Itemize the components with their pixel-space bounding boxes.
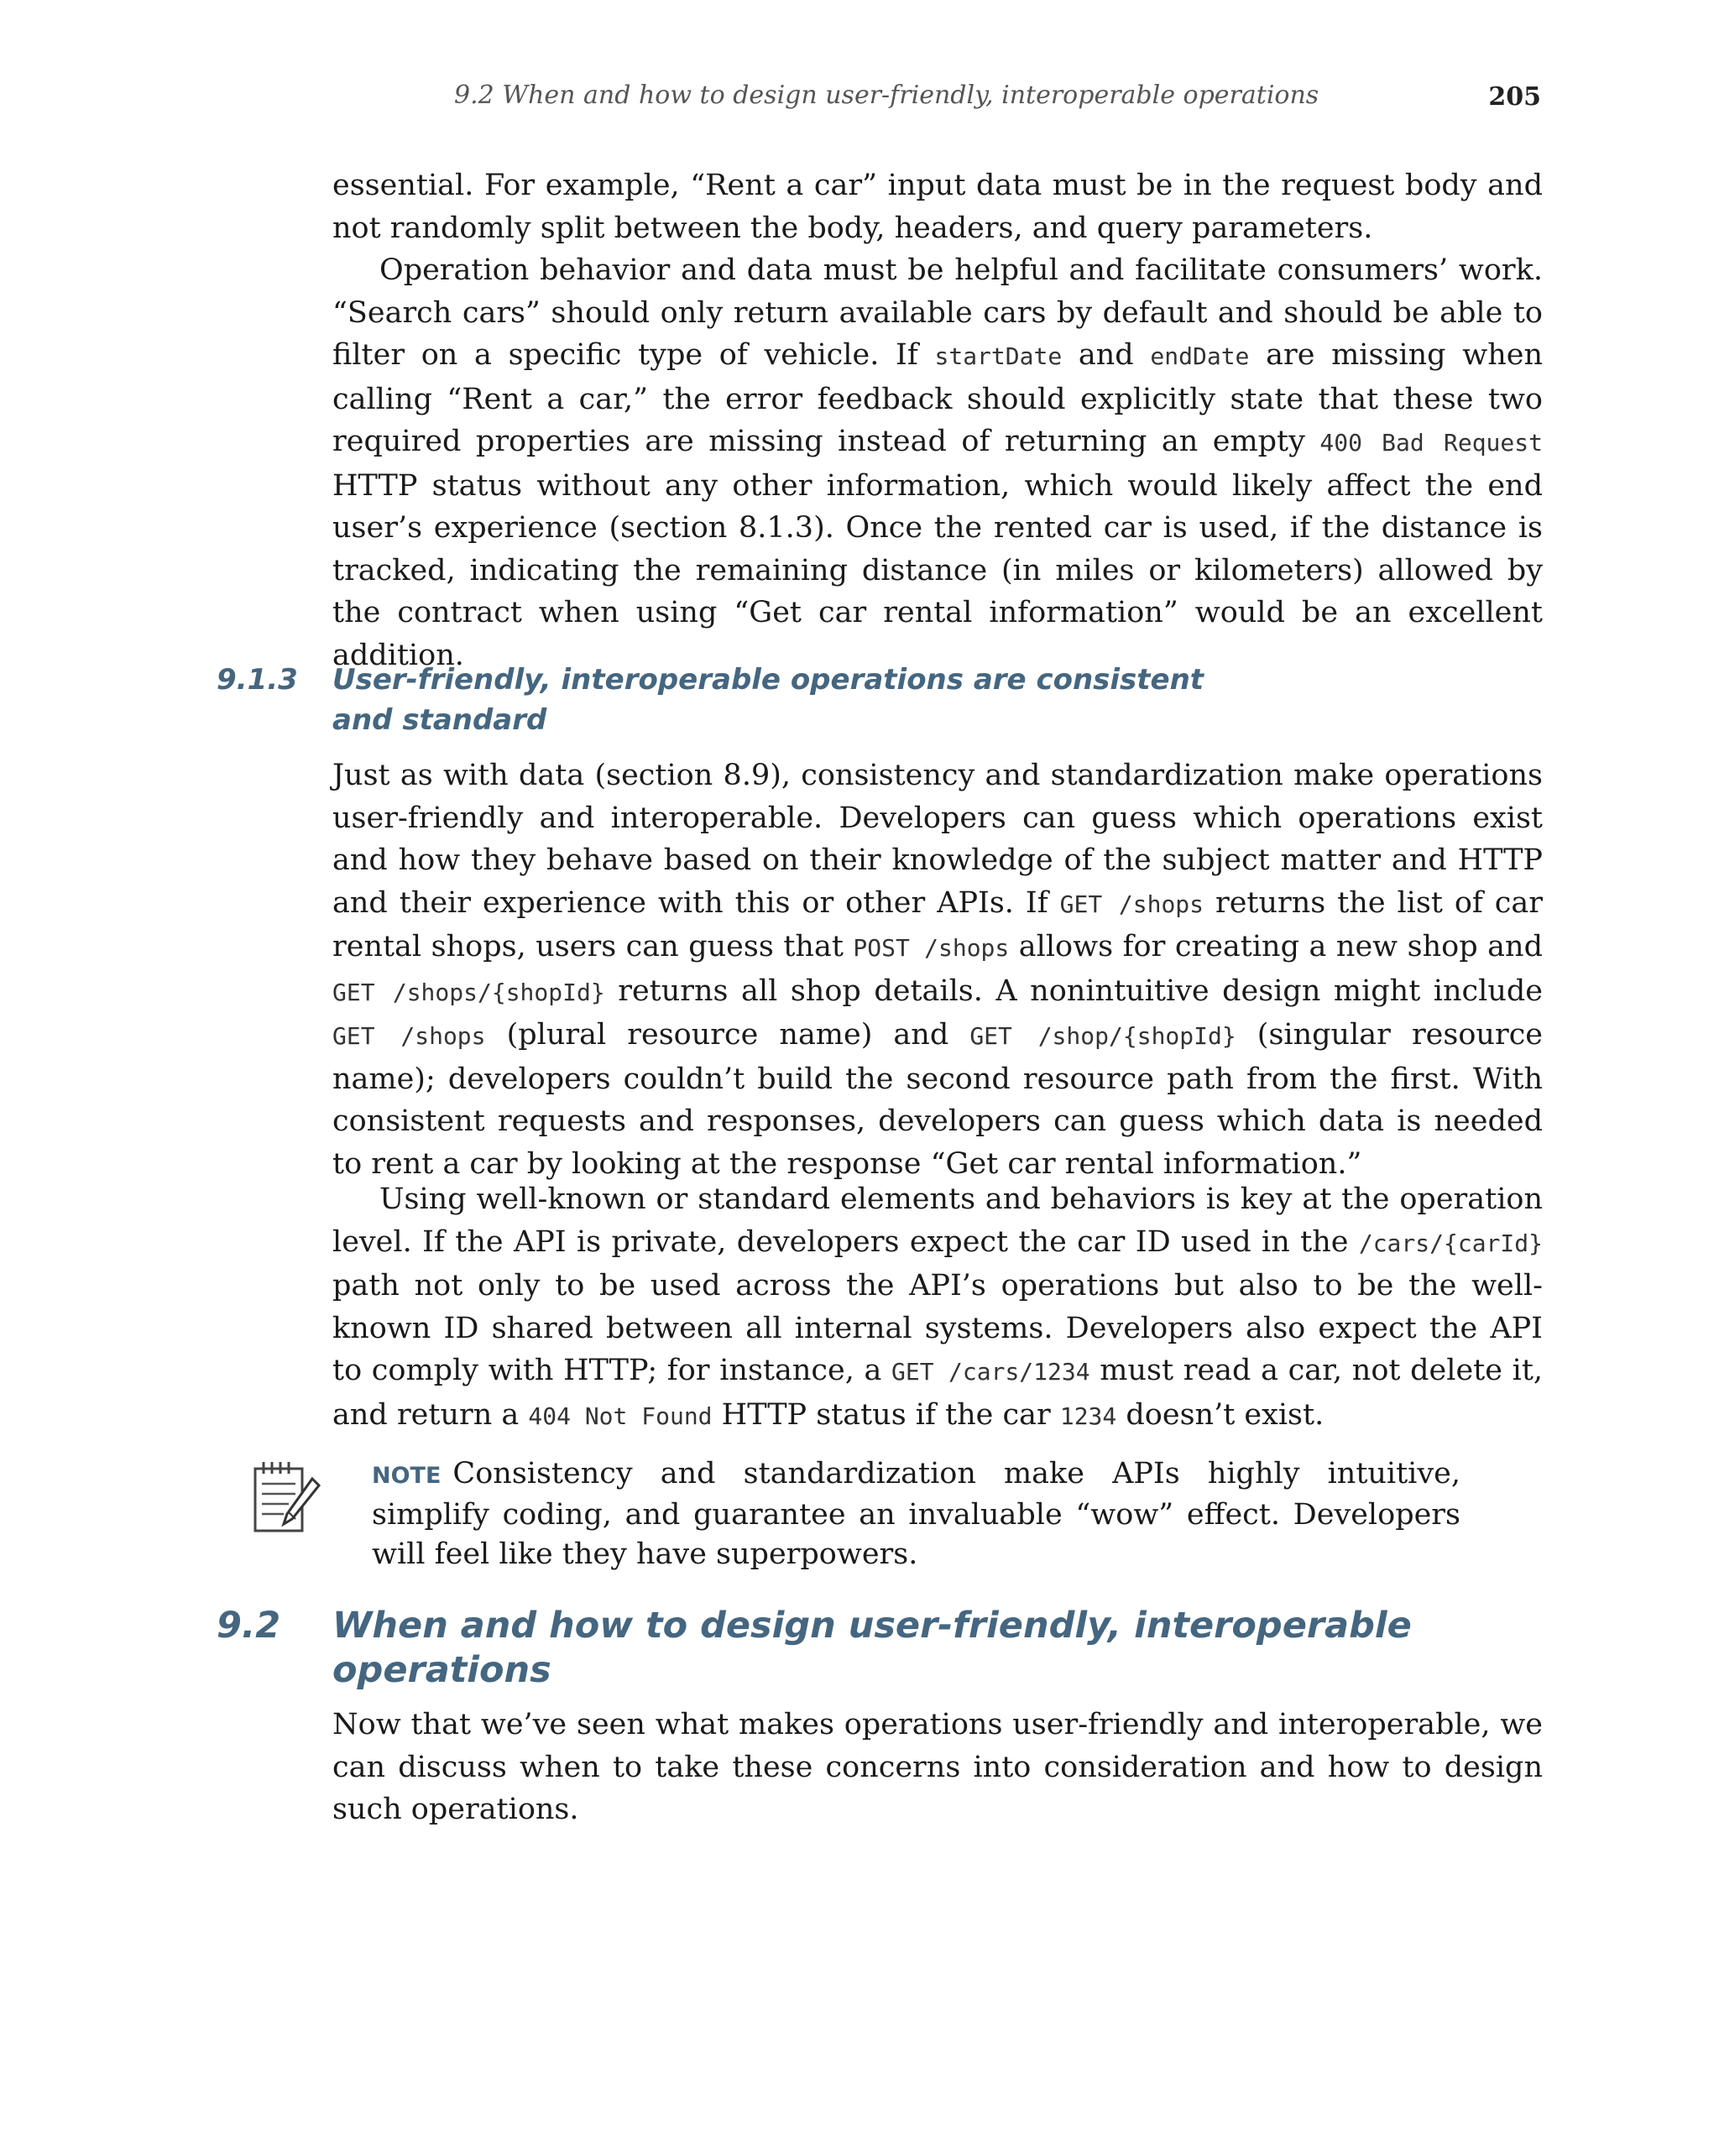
inline-code: GET /cars/1234 xyxy=(891,1358,1090,1386)
inline-code: GET /shops xyxy=(332,1022,486,1050)
inline-code: GET /shops/{shopId} xyxy=(332,978,605,1006)
section-heading-line: and standard xyxy=(332,703,547,737)
paragraph-5 xyxy=(332,1704,1543,1831)
inline-code: startDate xyxy=(934,342,1063,370)
page-number: 205 xyxy=(1488,82,1541,112)
paragraph-3 xyxy=(332,754,1543,1185)
note-callout xyxy=(372,1454,1460,1574)
inline-code: endDate xyxy=(1150,342,1250,370)
inline-code: /cars/{carId} xyxy=(1358,1229,1543,1257)
section-heading-line: User-friendly, interoperable operations are consistent xyxy=(332,663,1204,697)
paragraph-1 xyxy=(332,164,1543,249)
note-text: NOTE Consistency and standardization make APIs highly intuitive, simplify coding, and guarantee an invaluable “wow” effect. Developers will feel like they have superpowers. xyxy=(372,1457,1460,1571)
inline-code: 1234 xyxy=(1059,1402,1117,1430)
section-heading xyxy=(332,660,1204,740)
paragraph-text: Now that we’ve seen what makes operations user-friendly and interoperable, we can discuss when to take these concerns into consideration and how to design such operations. xyxy=(332,1708,1543,1826)
paragraph-4 xyxy=(332,1178,1543,1438)
inline-code: POST /shops xyxy=(853,934,1010,962)
paragraph-text: Just as with data (section 8.9), consistency and standardization make operations user-friendly and interoperable. Developers can guess which operations exist and how they behave based on their knowledge of the subject matter and HTTP and their experience with this or other APIs. If GET /shops returns the list of car rental shops, users can guess that POST /shops allows for creating a new shop and GET /shops/{shopId} returns all shop details. A nonintuitive design might include GET /shops (plural resource name) and GET /shop/{shopId} (singular resource name); developers couldn’t build the second resource path from the first. With consistent requests and responses, developers can guess which data is needed to rent a car by looking at the response “Get car rental information.” xyxy=(332,759,1544,1181)
paragraph-text: Operation behavior and data must be helpful and facilitate consumers’ work. “Search cars” should only return available cars by default and should be able to filter on a specific type of vehicle. If startDate and endDate are missing when calling “Rent a car,” the error feedback should explicitly state that these two required properties are missing instead of returning an empty 400 Bad Request HTTP status without any other information, which would likely affect the end user’s experience (section 8.1.3). Once the rented car is used, if the distance is tracked, indicating the remaining distance (in miles or kilometers) allowed by the contract when using “Get car rental information” would be an excellent addition. xyxy=(332,253,1543,672)
section-heading xyxy=(332,1604,1412,1693)
inline-code: GET /shops xyxy=(1059,890,1204,918)
paragraph-2 xyxy=(332,249,1543,676)
section-heading-line: operations xyxy=(332,1649,551,1691)
inline-code: GET /shop/{shopId} xyxy=(969,1022,1236,1050)
section-number: 9.1.3 xyxy=(217,663,298,697)
running-header-title: 9.2 When and how to design user-friendly, interoperable operations xyxy=(454,81,1319,110)
inline-code: 400 Bad Request xyxy=(1319,429,1543,457)
paragraph-text: Using well-known or standard elements and behaviors is key at the operation level. If the API is private, developers expect the car ID used in the /cars/{carId} path not only to be used across the API’s operations but also to be the well-known ID shared between all internal systems. Developers also expect the API to comply with HTTP; for instance, a GET /cars/1234 must read a car, not delete it, and return a 404 Not Found HTTP status if the car 1234 doesn’t exist. xyxy=(332,1182,1544,1432)
note-label: NOTE xyxy=(372,1463,442,1489)
notepad-pencil-icon xyxy=(252,1460,321,1536)
section-heading-line: When and how to design user-friendly, interoperable xyxy=(332,1605,1412,1647)
inline-code: 404 Not Found xyxy=(528,1402,713,1430)
section-number: 9.2 xyxy=(217,1605,281,1647)
paragraph-text: essential. For example, “Rent a car” input data must be in the request body and not randomly split between the body, headers, and query parameters. xyxy=(332,169,1543,245)
